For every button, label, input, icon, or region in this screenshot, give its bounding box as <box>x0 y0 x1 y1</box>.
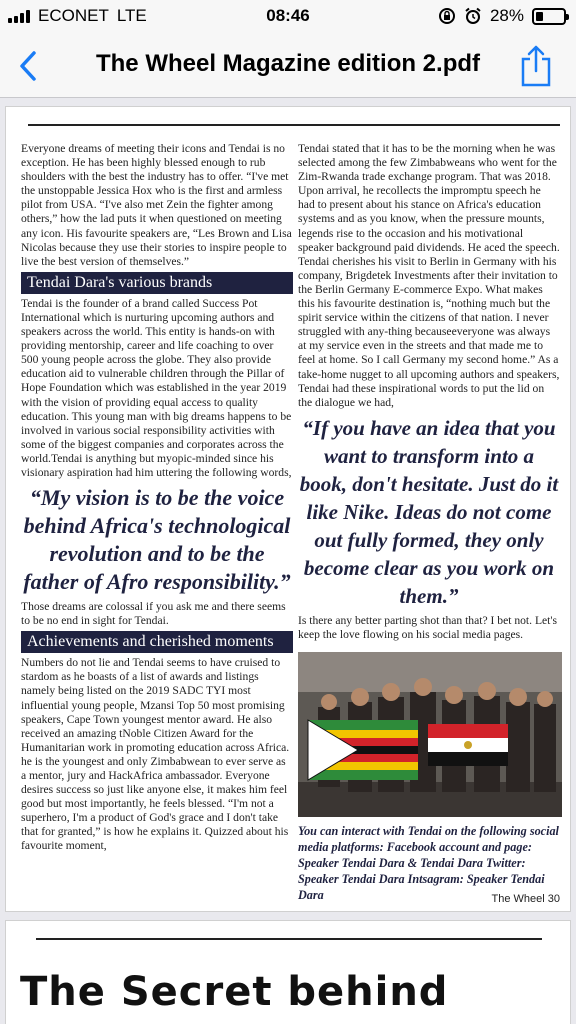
photo-caption: You can interact with Tendai on the following social media platforms: Facebook account and page: Speaker Tendai Dara & Tendai Dara Twitter: Speaker Tendai Dara Intsagram: Speaker Tendai Dara <box>298 823 559 902</box>
page-number: The Wheel 30 <box>491 893 560 905</box>
navigation-bar <box>0 34 576 98</box>
battery-percent: 28% <box>489 6 524 25</box>
page-divider <box>36 938 542 940</box>
network-type: LTE <box>116 6 147 25</box>
article-paragraph: Those dreams are colossal if you ask me and there seems to be no end in sight for Tendai. <box>21 600 286 628</box>
section-heading: Tendai Dara's various brands <box>21 272 293 294</box>
share-icon <box>520 45 552 87</box>
alarm-icon <box>464 7 482 25</box>
article-left-column <box>21 142 293 854</box>
document-title: The Wheel Magazine edition 2.pdf <box>95 50 481 77</box>
group-photo <box>298 652 562 817</box>
pdf-page[interactable] <box>5 106 571 912</box>
battery-icon <box>532 8 566 25</box>
back-button[interactable] <box>8 44 48 88</box>
rotation-lock-icon <box>438 7 456 25</box>
article-paragraph: Everyone dreams of meeting their icons and Tendai is no exception. He has been highly blessed enough to rub shoulders with the best the industry has to offer. “I've met the unstoppable Jessica Hox who is the first and armless pilot from USA. “I've also met Zein the fighter among others,” how the lad puts it when questioned on meeting any icon. His favourite speakers are, “Les Brown and Lisa Nicolas because they use their stories to inspire people to live the best version of themselves.” <box>21 142 292 268</box>
article-paragraph: Is there any better parting shot than that? I bet not. Let's keep the love flowing on his social media pages. <box>298 613 558 641</box>
battery-level <box>536 12 543 21</box>
next-article-title: The Secret behind <box>20 969 449 1015</box>
page-divider <box>28 124 560 126</box>
pdf-page-next[interactable] <box>5 920 571 1024</box>
status-bar <box>0 0 576 34</box>
group-photo-image <box>298 652 562 817</box>
pull-quote: “If you have an idea that you want to transform into a book, don't hesitate. Just do it like Nike. Ideas do not come out fully formed, they only become clear as you work on them.” <box>299 415 559 608</box>
article-right-column <box>298 142 560 903</box>
section-heading: Achievements and cherished moments <box>21 631 293 653</box>
carrier-name: ECONET <box>38 6 109 25</box>
status-time: 08:46 <box>266 6 310 25</box>
chevron-left-icon <box>18 50 38 82</box>
article-paragraph: Numbers do not lie and Tendai seems to have cruised to stardom as he boasts of a list of awards and listings namely being listed on the 2019 SADC TYI most influential young people, Mzansi Top 50 most promising speakers, Cape Town youngest mentor award. He also received an amazing tNoble Citizen Award for the Humanitarian work in promoting education across Africa. he is the youngest and only Zimbabwean to ever serve as a mentor, jury and HackAfrica ambassador. Everyone desires success so just like anyone else, it makes him feel good but most importantly, he feels blessed. “I'm not a superhero, I'm a product of God's grace and I don't take that for granted,” is how he explains it. Quizzed about his favourite moment, <box>21 656 290 853</box>
article-paragraph: Tendai is the founder of a brand called Success Pot International which is nurturing upcoming authors and speakers across the world. This entity is hands-on with providing mentorship, career and life coaching to over 500 young people across the globe. They also provide education aid to vulnerable children through the Pillar of Hope Foundation which was established in the year 2019 with the vision of providing equal access to quality education. This young man with big dreams happens to be involved in various social responsibility activities with some of the biggest companies and corporates across the world.Tendai is anything but myopic-minded since his visionary aspiration had him uttering the following words, <box>21 296 292 479</box>
article-paragraph: Tendai stated that it has to be the morning when he was selected among the few Zimbabweans who went for the Zim-Rwanda trade exchange program. That was 2018. Upon arrival, he recollects the impromptu speech he had to present about his stance on Africa's education systems and as you know, when the pressure mounts, legends rise to the occasion and his motivational speaker background paid dividends. He aced the speech. Tendai cherishes his visit to Berlin in Germany with his company, Brigdetek Investments after their invitation to the Berlin Germany E-commerce Expo. What makes this his favourite destination is, “nothing much but the spirit service within the citizens of that nation. I never struggled with any-thing becauseeveryone was always at my service even in the streets and that made me to feel at home. So I call Germany my second home.” As a take-home nugget to all upcoming authors and speakers, Tendai had these inspirational words to put the lid on the dialogue we had, <box>298 142 560 409</box>
share-button[interactable] <box>516 42 556 90</box>
pull-quote: “My vision is to be the voice behind Africa's technological revolution and to be the father of Afro responsibility.” <box>23 485 291 595</box>
